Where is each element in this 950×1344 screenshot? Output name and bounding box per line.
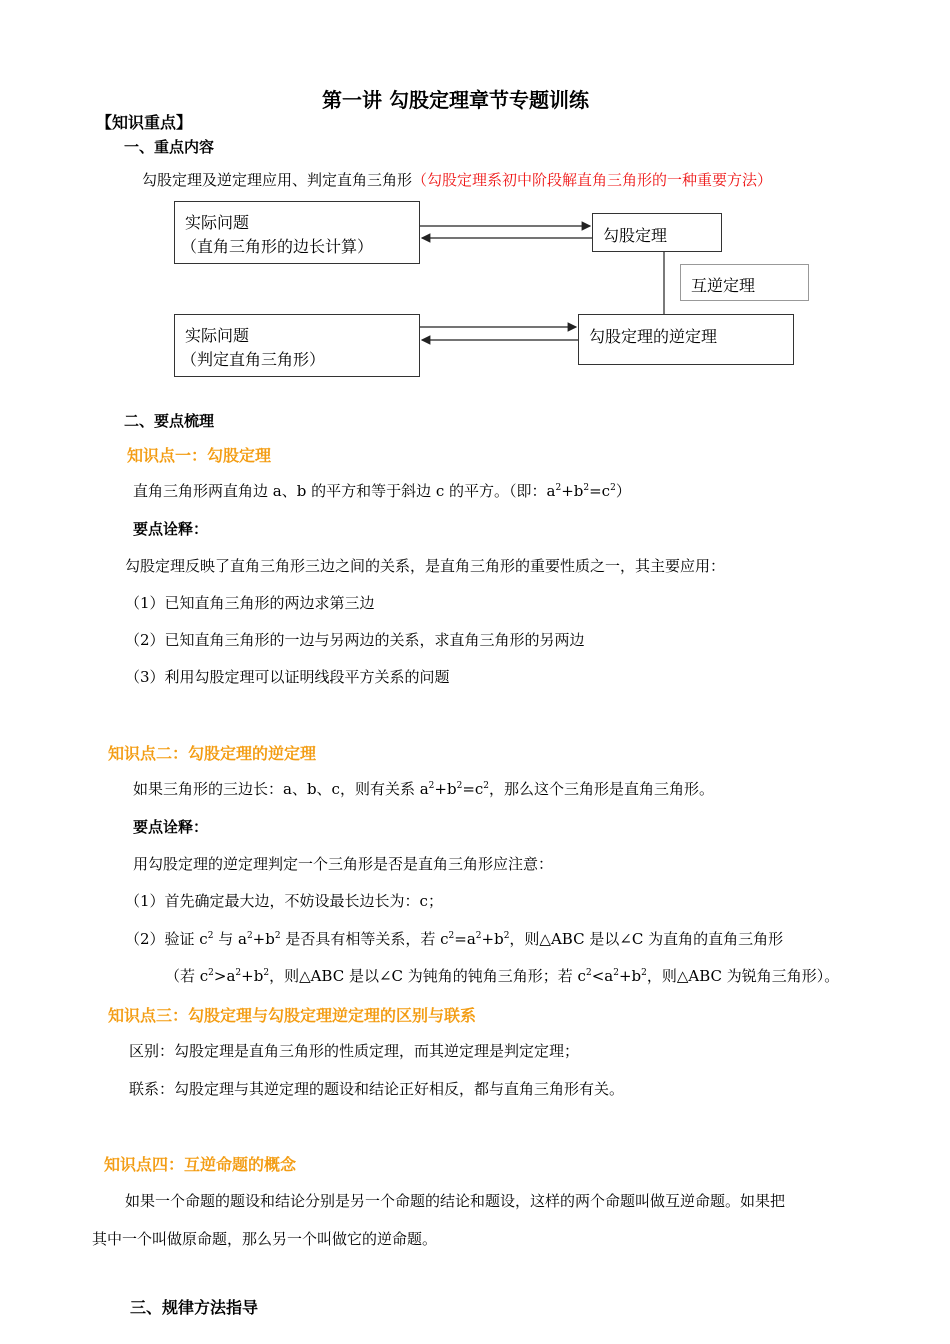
kp4-line2: 其中一个叫做原命题，那么另一个叫做它的逆命题。: [92, 1230, 438, 1248]
sup: 2: [456, 781, 463, 791]
kp2-i2-e: =a: [454, 930, 476, 948]
kp2-item-2: [125, 928, 783, 949]
sup: 2: [610, 483, 616, 493]
kp1-statement: [133, 480, 631, 501]
knowledge-heading: 【知识重点】: [96, 113, 193, 132]
sup: 2: [585, 968, 592, 978]
kp1-stmt-c: =c: [589, 482, 611, 500]
section2-heading: 二、要点梳理: [124, 412, 215, 430]
kp2-i2-g: ，则△ABC 是以∠C 为直角的直角三角形: [509, 930, 784, 948]
kp2-i2-a: （2）验证 c: [125, 930, 208, 948]
kp2-i2-b: 与 a: [213, 930, 247, 948]
kp1-note-text: 勾股定理反映了直角三角形三边之间的关系，是直角三角形的重要性质之一，其主要应用：: [125, 557, 726, 575]
kp1-stmt-b: +b: [561, 482, 584, 500]
kp2-note-heading: 要点诠释：: [133, 818, 209, 836]
box4-line1: 实际问题: [185, 326, 250, 345]
sup: 2: [475, 931, 482, 941]
kp2-i3-f: +b: [618, 967, 642, 985]
box3-label: 互逆定理: [691, 276, 756, 295]
sup: 2: [274, 931, 281, 941]
kp2-i3-e: <a: [591, 967, 614, 985]
kp2-item-3: [165, 965, 839, 986]
kp2-stmt-a: 如果三角形的三边长：a、b、c，则有关系 a: [133, 780, 429, 798]
page-title: 第一讲 勾股定理章节专题训练: [322, 88, 589, 112]
sup: 2: [448, 931, 455, 941]
kp2-i2-c: +b: [252, 930, 275, 948]
sup: 2: [555, 483, 562, 493]
box-converse-relation: [680, 264, 809, 301]
kp1-item-3: （3）利用勾股定理可以证明线段平方关系的问题: [125, 668, 450, 686]
kp1-item-1: （1）已知直角三角形的两边求第三边: [125, 594, 375, 612]
sup: 2: [208, 968, 214, 978]
intro-note: （勾股定理系初中阶段解直角三角形的一种重要方法）: [412, 171, 773, 189]
kp2-stmt-d: ，那么这个三角形是直角三角形。: [489, 780, 715, 798]
sup: 2: [235, 968, 242, 978]
kp1-item-2: （2）已知直角三角形的一边与另两边的关系，求直角三角形的另两边: [125, 631, 585, 649]
kp4-line1: 如果一个命题的题设和结论分别是另一个命题的结论和题设，这样的两个命题叫做互逆命题。如果把: [125, 1192, 786, 1210]
kp1-stmt-a: 直角三角形两直角边 a、b 的平方和等于斜边 c 的平方。（即：a: [133, 482, 556, 500]
sup: 2: [483, 781, 490, 791]
kp2-i3-d: ，则△ABC 是以∠C 为钝角的钝角三角形；若 c: [269, 967, 586, 985]
kp2-item-1: （1）首先确定最大边，不妨设最长边长为：c；: [125, 892, 443, 910]
sup: 2: [583, 483, 590, 493]
sup: 2: [207, 931, 214, 941]
section3-heading: 三、规律方法指导: [130, 1298, 259, 1317]
kp2-i3-a: （若 c: [165, 967, 209, 985]
kp2-i3-c: +b: [241, 967, 264, 985]
kp2-i3-g: ，则△ABC 为锐角三角形）。: [646, 967, 840, 985]
flow-diagram-lines: [0, 0, 950, 400]
box-actual-problem-calc: [174, 201, 420, 264]
kp3-link: 联系：勾股定理与其逆定理的题设和结论正好相反，都与直角三角形有关。: [129, 1080, 625, 1098]
box-actual-problem-judge: [174, 314, 420, 377]
box5-label: 勾股定理的逆定理: [589, 327, 718, 346]
kp2-heading: 知识点二：勾股定理的逆定理: [108, 744, 317, 763]
kp2-i2-f: +b: [481, 930, 504, 948]
sup: 2: [263, 968, 270, 978]
sup: 2: [641, 968, 647, 978]
sup: 2: [613, 968, 619, 978]
kp4-heading: 知识点四：互逆命题的概念: [104, 1155, 297, 1174]
sup: 2: [503, 931, 510, 941]
kp1-heading: 知识点一：勾股定理: [127, 446, 272, 465]
kp2-statement: [133, 778, 714, 799]
kp2-i3-b: >a: [213, 967, 236, 985]
kp2-note-text: 用勾股定理的逆定理判定一个三角形是否是直角三角形应注意：: [133, 855, 554, 873]
sup: 2: [428, 781, 435, 791]
sup: 2: [246, 931, 253, 941]
box4-line2: （判定直角三角形）: [181, 350, 326, 369]
kp2-stmt-c: =c: [462, 780, 484, 798]
kp1-note-heading: 要点诠释：: [133, 520, 209, 538]
intro-text: 勾股定理及逆定理应用、判定直角三角形: [142, 171, 413, 189]
kp3-heading: 知识点三：勾股定理与勾股定理逆定理的区别与联系: [108, 1006, 477, 1025]
box-converse-theorem: [578, 314, 794, 365]
box2-label: 勾股定理: [603, 226, 668, 245]
kp3-diff: 区别：勾股定理是直角三角形的性质定理，而其逆定理是判定定理；: [129, 1042, 580, 1060]
kp2-stmt-b: +b: [434, 780, 457, 798]
box1-line1: 实际问题: [185, 213, 250, 232]
kp1-stmt-d: ）: [615, 482, 631, 500]
section1-heading: 一、重点内容: [124, 138, 215, 156]
kp2-i2-d: 是否具有相等关系，若 c: [280, 930, 449, 948]
box1-line2: （直角三角形的边长计算）: [181, 237, 374, 256]
box-pythagorean-theorem: [592, 213, 722, 252]
